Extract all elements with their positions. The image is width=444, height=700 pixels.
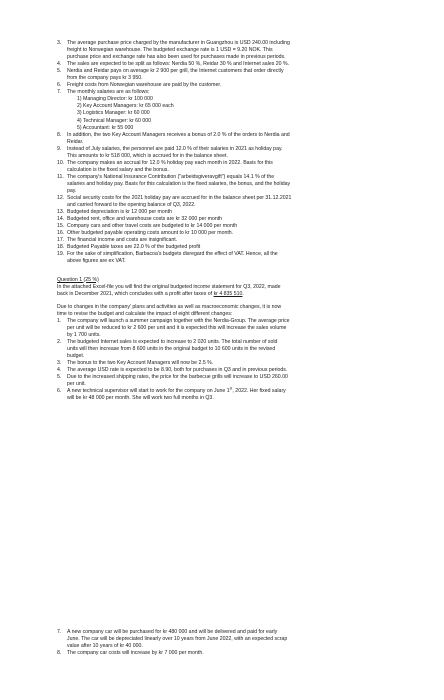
question-heading: Question 1 (25 %) <box>57 276 99 283</box>
item-number: 2. <box>57 338 62 345</box>
item-line: Social security costs for the 2021 holiday pay are accrued for in the balance sheet per 31.12.2021 <box>67 195 292 202</box>
item-line: Instead of July salaries, the personnel are paid 12.0 % of their salaries in 2021 as holiday pay. <box>67 145 283 152</box>
sub-item: 3) Logistics Manager: kr 60 000 <box>77 110 150 117</box>
sub-item: 1) Managing Director: kr 100 000 <box>77 96 153 103</box>
item-line: This amounts to kr 518 000, which is accrued for in the balance sheet. <box>67 152 228 159</box>
assumption-list <box>57 40 387 266</box>
item-line: Budgeted depreciation is kr 12 000 per month <box>67 209 172 216</box>
item-number: 3. <box>57 360 62 367</box>
item-number: 17. <box>57 237 65 244</box>
list-item <box>57 223 387 230</box>
superscript: st <box>229 386 233 391</box>
change-list <box>57 317 387 391</box>
item-number: 6. <box>57 388 62 395</box>
item-line: The sales are expected to be split as follows: Nerdia 50 %, Reidar 30 % and Internet sales 20 %. <box>67 61 290 68</box>
item-line <box>67 388 387 395</box>
list-item <box>57 244 387 251</box>
item-line: and carried forward to the opening balance of Q3, 2022. <box>67 202 196 209</box>
item-line: by 1 700 units. <box>67 331 101 338</box>
list-item <box>57 174 387 195</box>
item-line: The company car costs will increase by kr 7 000 per month. <box>67 650 204 657</box>
item-number: 18. <box>57 244 65 251</box>
item-line: freight to Norwegian warehouse. The budgeted exchange rate is 1 USD = 9.20 NOK. This <box>67 47 273 54</box>
list-item <box>57 146 387 160</box>
item-line: value after 10 years of kr 40 000. <box>67 643 143 650</box>
item-line: The average USD rate is expected to be 8.90, both for purchases in Q3 and in previous periods. <box>67 367 288 374</box>
sub-item: 2) Key Account Managers: kr 65 000 each <box>77 103 174 110</box>
item-line: from the company pays kr 3 950. <box>67 75 143 82</box>
list-item <box>57 388 387 402</box>
sub-item: 4) Technical Manager: kr 60 000 <box>77 117 152 124</box>
item-line: per unit will be reduced to kr 2 600 per unit and it is expected this will increase the sales volume <box>67 324 287 331</box>
item-number: 15. <box>57 223 65 230</box>
item-number: 8. <box>57 650 62 657</box>
item-line: Budgeted rent, office and warehouse costs are kr 32 000 per month <box>67 216 223 223</box>
list-item <box>57 195 387 209</box>
list-item <box>57 89 387 131</box>
list-item <box>57 251 387 265</box>
item-line: Freight costs from Norwegian warehouse are paid by the customer. <box>67 82 222 89</box>
item-number: 5. <box>57 68 62 75</box>
list-item <box>57 360 387 367</box>
item-line: Nerdia and Reidar pays on average kr 2 900 per grill, the Internet customers that order directly <box>67 68 284 75</box>
item-line: The bonus to the two Key Account Managers will now be 2.5 %. <box>67 360 214 367</box>
item-line: The average purchase price charged by the manufacturer in Guangzhou is USD 240.00 including <box>67 40 290 46</box>
item-number: 14. <box>57 216 65 223</box>
item-line: pay. <box>67 187 77 194</box>
sub-item: 5) Accountant: kr 55 000 <box>77 124 134 131</box>
item-line: above figures are ex VAT. <box>67 258 126 265</box>
item-number: 12. <box>57 195 65 202</box>
item-number: 4. <box>57 367 62 374</box>
list-item <box>57 40 387 61</box>
item-number: 13. <box>57 209 65 216</box>
item-line: Budgeted Payable taxes are 22.0 % of the budgeted profit <box>67 244 201 251</box>
item-line: The financial income and costs are insignificant. <box>67 237 178 244</box>
item-number: 6. <box>57 82 62 89</box>
list-item <box>57 132 387 146</box>
item-number: 11. <box>57 173 64 180</box>
item-number: 1. <box>57 317 62 324</box>
item-number: 7. <box>57 629 62 635</box>
list-item <box>57 61 387 68</box>
list-item <box>57 237 387 244</box>
profit-amount: kr 4 835 510 <box>213 290 243 297</box>
list-item <box>57 367 387 374</box>
question-intro <box>57 284 387 298</box>
item-number: 4. <box>57 61 62 68</box>
item-line: The company will launch a summer campaign together with the Nerdia-Group. The average price <box>67 317 290 324</box>
intro-text: back in December 2021, which concludes with a profit after taxes of <box>57 290 214 297</box>
item-line: The budgeted Internet sales is expected to increase to 2 020 units. The total number of sold <box>67 338 278 345</box>
item-line: In addition, the two Key Account Managers receives a bonus of 2.0 % of the orders to Nerdia and <box>67 131 290 138</box>
intro-line: time to revise the budget and calculate the impact of eight different changes: <box>57 310 233 317</box>
list-item <box>57 374 387 391</box>
item-line: purchase price and exchange rate has also been used for purchases made in previous periods. <box>67 54 286 61</box>
intro-line <box>57 291 387 298</box>
list-item <box>57 318 387 339</box>
item-line: A new company car will be purchased for kr 480 000 and will be delivered and paid for early <box>67 629 278 635</box>
item-line: The company's National Insurance Contribution ("arbeidsgiveravgift") equals 14.1 % of the <box>67 173 275 180</box>
list-item <box>57 629 387 650</box>
item-number: 9. <box>57 145 62 152</box>
intro-line: Due to changes in the company' plans and activities as well as macroeconomic changes, it is now <box>57 303 282 310</box>
item-line: Due to the increased shipping rates, the price for the barbecue grills will increase to USD 260.00 <box>67 374 288 381</box>
item-number: 10. <box>57 159 65 166</box>
list-item <box>57 68 387 82</box>
item-line: For the sake of simplification, Barbacoa's budgets disregard the effect of VAT. Hence, all the <box>67 251 278 258</box>
item-text: A new technical supervisor will start to work for the company on June 1 <box>67 388 230 395</box>
item-number: 7. <box>57 89 62 96</box>
item-line: Other budgeted payable operating costs amount to kr 10 000 per month. <box>67 230 234 237</box>
item-line: per unit. <box>67 381 86 388</box>
list-item <box>57 82 387 89</box>
item-line: will be kr 48 000 per month. She will work two full months in Q3. <box>67 395 214 402</box>
item-line: Reidar. <box>67 138 84 145</box>
list-item <box>57 230 387 237</box>
changes-intro <box>57 304 387 318</box>
item-number: 5. <box>57 374 62 381</box>
list-item <box>57 209 387 216</box>
item-number: 19. <box>57 251 65 258</box>
item-text: , 2022. Her fixed salary <box>232 388 286 395</box>
intro-line: In the attached Excel-file you will find the original budgeted income statement for Q3, 2022, made <box>57 283 281 290</box>
item-line: Company cars and other travel costs are budgeted to kr 14 000 per month <box>67 223 238 230</box>
intro-text: . <box>242 290 244 297</box>
item-number: 8. <box>57 131 62 138</box>
page-1-text <box>57 40 387 402</box>
item-line: calculation is the fixed salary and the bonus. <box>67 166 169 173</box>
list-item <box>57 650 387 657</box>
item-line: The monthly salaries are as follows: <box>67 89 150 96</box>
list-item <box>57 216 387 223</box>
list-item <box>57 339 387 360</box>
list-item <box>57 160 387 174</box>
item-line: units will then increase from 8 600 units in the original budget to 10 600 units in the revised <box>67 345 276 352</box>
item-line: salaries and holiday pay. Basis for this calculation is the fixed salaries, the bonus, and the holiday <box>67 180 291 187</box>
item-line: June. The car will be depreciated linearly over 10 years from June 2022, with an expected scrap <box>67 636 288 643</box>
item-line: budget. <box>67 352 85 359</box>
page-2-text <box>57 629 387 657</box>
change-list-continued <box>57 629 387 657</box>
item-number: 16. <box>57 230 65 237</box>
item-line: The company makes an accrual for 12.0 % holiday pay each month in 2022. Basis for this <box>67 159 273 166</box>
item-number: 3. <box>57 40 62 46</box>
